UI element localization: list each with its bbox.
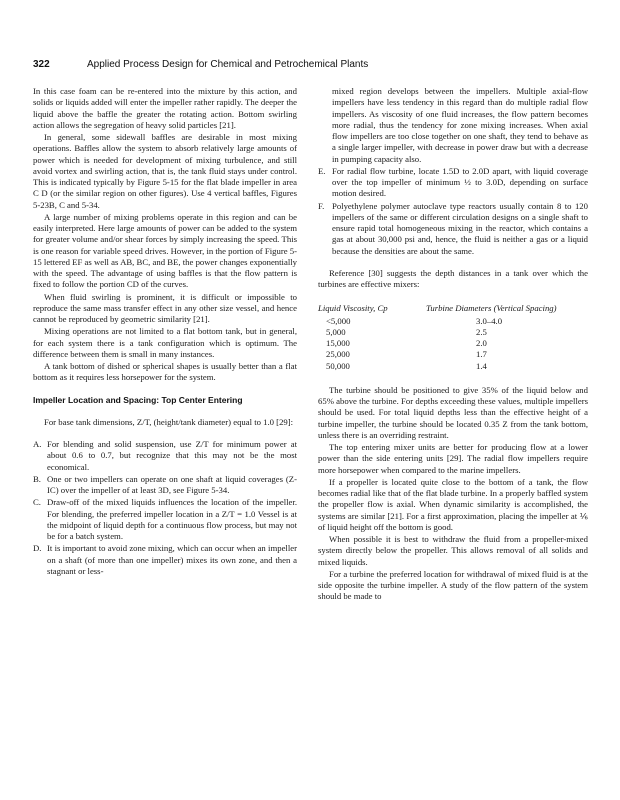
running-header-title: Applied Process Design for Chemical and Petrochemical Plants [87,59,369,70]
paragraph: In this case foam can be re-entered into the mixture by this action, and solids or liquids added will enter the impeller rather rapidly. The deeper the liquid above the baffle the greater the rotating action. Bottom swirling action allows the segregation of heavy solid particles [21]. [33,86,297,130]
table-row [318,327,588,338]
paragraph: For a turbine the preferred location for withdrawal of mixed fluid is at the side opposite the turbine impeller. A study of the flow pattern of the system should be made to [318,568,588,602]
table-row [318,361,588,372]
list-item-label: C. [33,497,41,508]
table-cell: 2.0 [476,338,487,348]
table-row [318,349,588,360]
table-cell: 3.0–4.0 [476,315,503,326]
paragraph: Mixing operations are not limited to a flat bottom tank, but in general, for each system there is a tank configuration which is optimum. The difference between them is small in many instances. [33,326,297,359]
paragraph: mixed region develops between the impellers. Multiple axial-flow impellers have less tendency in this regard than do multiple radial flow impellers. As viscosity of one fluid increases, the flow pattern becomes more radial, thus the tendency for zone mixing increases. When axial flow impellers are too close together on one shaft, they tend to behave as a single larger impeller, with decrease in power draw but with a decrease in pumping capacity also. [332,86,588,164]
guideline-list [318,166,588,257]
guideline-list [33,439,297,577]
paragraph: When fluid swirling is prominent, it is difficult or impossible to reproduce the same mass transfer effect in any other size vessel, and hence cannot be reproduced by geometric similarity [21]. [33,291,297,324]
list-item-text: It is important to avoid zone mixing, which can occur when an impeller on a shaft (of more than one impeller) mixes its own zone, and then a stagnant or less- [47,543,297,576]
paragraph: A large number of mixing problems operate in this region and can be easily interpreted. Here large amounts of power can be added to the system for greater volume and/or shear forces by simply increasing the speed. This is one reason for variable speed drives. However, in the portion of Figure 5-15 lettered EF as well as AB, BC, and BE, the power changes exponentially with the speed. The advantage of using baffles is that the flow pattern is fixed to follow the portion CD of the curves. [33,211,297,290]
list-item [318,166,588,200]
list-item [33,543,297,577]
table-cell: 50,000 [326,360,350,371]
section-heading: Impeller Location and Spacing: Top Center Entering [33,394,243,405]
paragraph: The turbine should be positioned to give 35% of the liquid below and 65% above the turbine. For depths exceeding these values, multiple impellers should be used. For total liquid depths less than the effective height of a turbine impeller, the turbine should be located 0.35 Z from the tank bottom, unless there is an overriding restraint. [318,384,588,440]
page-number: 322 [33,59,50,70]
list-item-label: F. [318,200,325,211]
right-column [318,86,588,604]
table-row [318,316,588,327]
viscosity-spacing-table [318,303,588,372]
paragraph: For base tank dimensions, Z/T, (height/tank diameter) equal to 1.0 [29]: [44,416,294,427]
list-item-label: B. [33,473,41,484]
table-row [318,338,588,349]
paragraph: When possible it is best to withdraw the fluid from a propeller-mixed system directly below the propeller. This allows removal of all solids and mixed liquids. [318,534,588,567]
paragraph: Reference [30] suggests the depth distances in a tank over which the turbines are effective mixers: [318,267,588,289]
table-cell: 15,000 [326,338,350,348]
list-item-text: One or two impellers can operate on one shaft at liquid coverages (Z-IC) over the impeller of at least 3D, see Figure 5-34. [47,473,297,495]
left-column [33,86,297,578]
paragraph: If a propeller is located quite close to the bottom of a tank, the flow becomes radial like that of the flat blade turbine. In a properly baffled system the propeller flow is axial. When dynamic similarity is accomplished, the systems are similar [21]. For a first approximation, placing the impeller at ⅙ of liquid height off the bottom is good. [318,476,588,532]
list-item [33,439,297,473]
paragraph: In general, some sidewall baffles are desirable in most mixing operations. Baffles allow the system to absorb relatively large amounts of power which is needed for development of mixing turbulence, and still avoid vortex and swirling action, that is, the tank fluid stays under control. This is indicated typically by Figure 5-15 for the flat blade impeller in area C D (or the similar region on other figures). Use 4 vertical baffles, Figures 5-23B, C and 5-34. [33,132,297,210]
table-header-diameters: Turbine Diameters (Vertical Spacing) [426,303,557,314]
list-item-text: Draw-off of the mixed liquids influences the location of the impeller. For blending, the preferred impeller location in a Z/T = 1.0 Vessel is at the midpoint of liquid depth for a continuous flow process, but may not be for a batch system. [47,497,297,541]
list-item-text: Polyethylene polymer autoclave type reactors usually contain 8 to 120 impellers of the same or different circulation designs on a single shaft to ensure rapid total homogeneous mixing in the reactor, which contains a gas at about 30,000 psi and, hence, the fluid is neither a gas or a liquid because the densities are about the same. [332,200,588,256]
list-item-label: A. [33,439,42,449]
table-cell: <5,000 [326,315,351,326]
paragraph: A tank bottom of dished or spherical shapes is usually better than a flat bottom as it requires less horsepower for the system. [33,361,297,383]
table-cell: 2.5 [476,326,487,337]
list-item-text: For blending and solid suspension, use Z/T for minimum power at about 0.6 to 0.7, but recognize that this may not be the most economical. [47,439,297,472]
list-item [318,201,588,257]
table-cell: 1.4 [476,360,487,371]
table-cell: 1.7 [476,349,487,360]
list-item [33,474,297,497]
list-item-label: D. [33,543,42,554]
table-cell: 5,000 [326,326,346,337]
table-cell: 25,000 [326,349,350,360]
table-header-viscosity: Liquid Viscosity, Cp [318,303,388,314]
list-item-label: E. [318,165,326,176]
list-item [33,497,297,542]
list-item-text: For radial flow turbine, locate 1.5D to 2.0D apart, with liquid coverage over the top impeller of minimum ½ to 3.0D, depending on surface motion desired. [332,165,588,199]
table-header-row [318,303,588,315]
paragraph: The top entering mixer units are better for producing flow at a lower power than the side entering units [29]. The radial flow impellers require more horsepower when compared to the marine impellers. [318,442,588,475]
